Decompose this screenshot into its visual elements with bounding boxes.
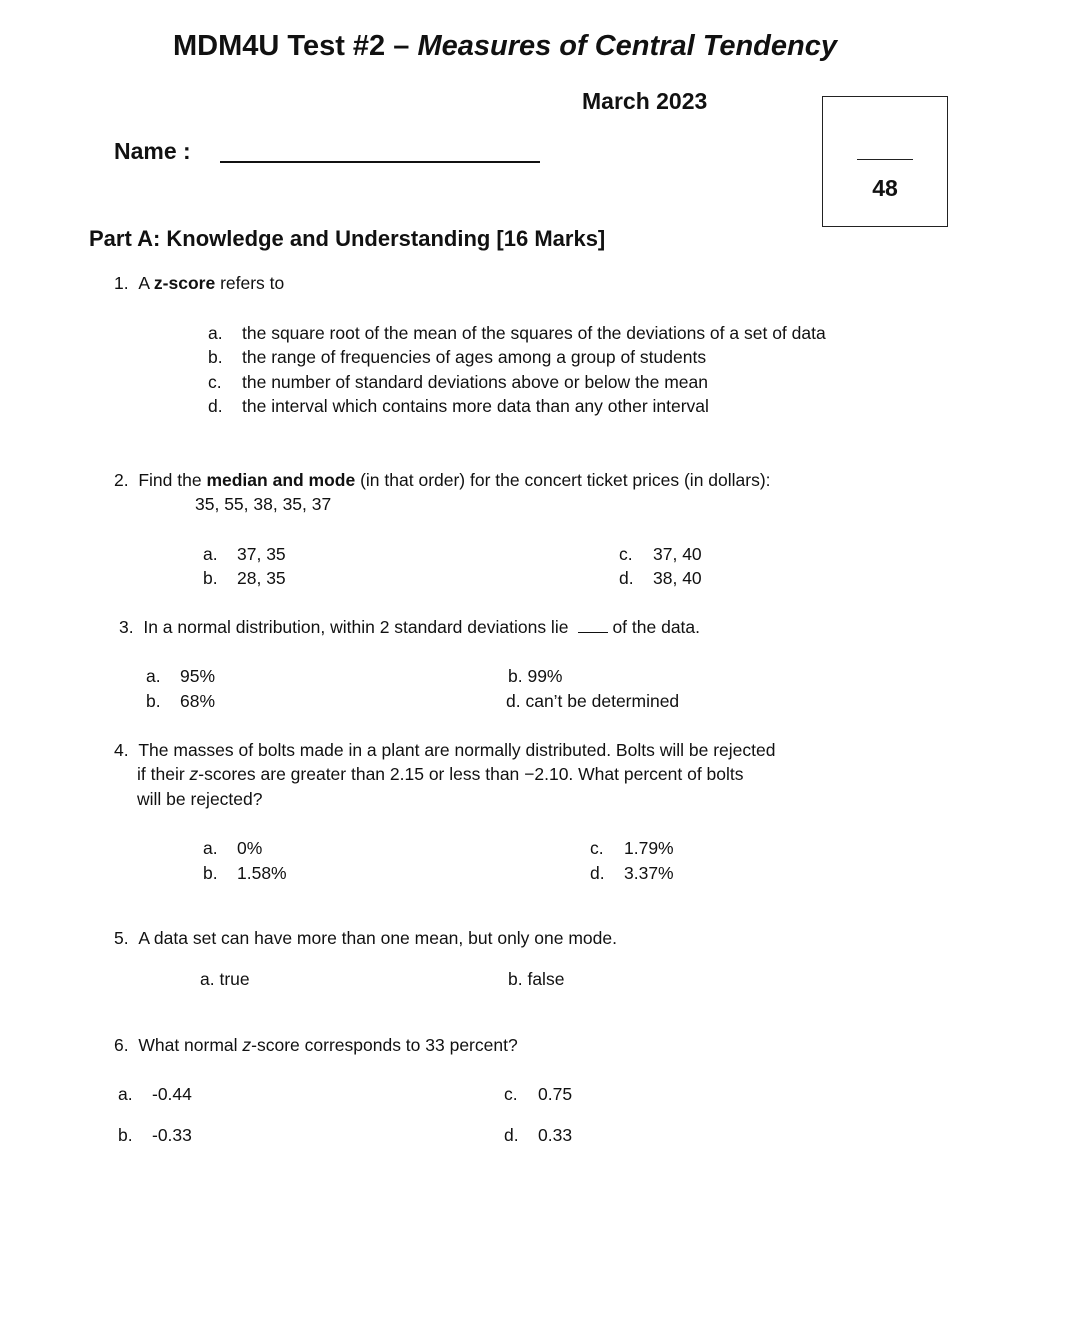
question-text: of the data. (612, 617, 701, 637)
option-text: 1.58% (237, 863, 287, 883)
option-text: 0.75 (538, 1084, 573, 1104)
title-italic: Measures of Central Tendency (417, 30, 837, 62)
question-text: (in that order) for the concert ticket prices (in dollars): (355, 470, 771, 490)
option-1d[interactable] (208, 396, 709, 417)
option-letter: a. (208, 323, 223, 343)
option-text: a. true (200, 969, 250, 989)
option-letter: b. (203, 568, 218, 588)
question-number: 2. (114, 470, 129, 490)
question-text: refers to (215, 273, 285, 293)
option-letter: b. (203, 863, 218, 883)
question-number: 3. (119, 617, 134, 637)
question-text: A data set can have more than one mean, but only one mode. (138, 928, 617, 948)
answer-blank (578, 632, 608, 633)
question-text: Find the (138, 470, 207, 490)
question-italic-term: z (242, 1035, 252, 1055)
option-text: 1.79% (624, 838, 674, 858)
question-2-data: 35, 55, 38, 35, 37 (195, 494, 332, 514)
option-text: 38, 40 (653, 568, 702, 588)
score-box (822, 96, 948, 227)
option-letter: d. (590, 863, 605, 883)
part-a-title: Part A: Knowledge and Understanding [16 Marks] (89, 226, 606, 251)
question-5 (114, 928, 617, 949)
option-text: the range of frequencies of ages among a group of students (242, 347, 707, 367)
question-6 (114, 1035, 518, 1056)
question-text: -scores are greater than 2.15 or less than −2.10. What percent of bolts (198, 764, 744, 784)
option-6c[interactable] (504, 1084, 572, 1105)
option-letter: a. (118, 1084, 133, 1104)
option-letter: d. (504, 1125, 519, 1145)
option-letter: c. (504, 1084, 518, 1104)
question-bold-term: z-score (153, 273, 216, 293)
name-label: Name : (114, 138, 191, 164)
question-3 (119, 617, 700, 638)
score-line[interactable] (857, 159, 913, 160)
score-total: 48 (872, 175, 898, 201)
question-text: if their (137, 764, 190, 784)
option-4c[interactable] (590, 838, 674, 859)
question-2 (114, 470, 771, 491)
option-3b[interactable] (146, 691, 215, 712)
option-text: -0.33 (152, 1125, 192, 1145)
option-6d[interactable] (504, 1125, 572, 1146)
question-4-line3: will be rejected? (137, 789, 263, 809)
question-bold-term: median and mode (206, 470, 356, 490)
option-letter: b. (208, 347, 223, 367)
option-1b[interactable] (208, 347, 706, 368)
question-4 (114, 740, 775, 761)
option-2a[interactable] (203, 544, 286, 565)
option-text: the number of standard deviations above or below the mean (242, 372, 708, 392)
option-text: the interval which contains more data than any other interval (242, 396, 709, 416)
option-3c[interactable] (508, 666, 562, 687)
option-letter: d. (208, 396, 223, 416)
question-number: 1. (114, 273, 129, 293)
question-text: The masses of bolts made in a plant are normally distributed. Bolts will be rejected (138, 740, 776, 760)
question-number: 6. (114, 1035, 129, 1055)
title-main: MDM4U Test #2 – (173, 30, 410, 62)
option-letter: a. (203, 838, 218, 858)
option-text: b. 99% (508, 666, 563, 686)
option-letter: b. (146, 691, 161, 711)
option-2d[interactable] (619, 568, 702, 589)
option-text: 3.37% (624, 863, 674, 883)
option-4a[interactable] (203, 838, 262, 859)
test-date: March 2023 (582, 88, 708, 114)
option-2b[interactable] (203, 568, 286, 589)
option-letter: c. (208, 372, 222, 392)
question-4-line2 (137, 764, 744, 785)
question-1 (114, 273, 284, 294)
option-1a[interactable] (208, 323, 826, 344)
option-text: 28, 35 (237, 568, 286, 588)
option-4b[interactable] (203, 863, 287, 884)
question-text: A (138, 273, 154, 293)
option-letter: c. (619, 544, 633, 564)
option-3a[interactable] (146, 666, 215, 687)
option-5a[interactable] (200, 969, 250, 990)
question-text: -score corresponds to 33 percent? (251, 1035, 518, 1055)
option-letter: a. (203, 544, 218, 564)
option-text: the square root of the mean of the squares of the deviations of a set of data (242, 323, 826, 343)
option-2c[interactable] (619, 544, 702, 565)
option-5b[interactable] (508, 969, 564, 990)
question-text: In a normal distribution, within 2 standard deviations lie (143, 617, 569, 637)
option-text: d. can’t be determined (506, 691, 680, 711)
option-letter: c. (590, 838, 604, 858)
test-title (0, 30, 1010, 63)
question-italic-term: z (189, 764, 199, 784)
option-1c[interactable] (208, 372, 708, 393)
name-field-line[interactable] (220, 161, 540, 163)
option-text: 37, 35 (237, 544, 286, 564)
option-6a[interactable] (118, 1084, 192, 1105)
option-6b[interactable] (118, 1125, 192, 1146)
question-number: 5. (114, 928, 129, 948)
question-number: 4. (114, 740, 129, 760)
option-text: 95% (180, 666, 216, 686)
option-text: 68% (180, 691, 216, 711)
option-4d[interactable] (590, 863, 674, 884)
option-text: 37, 40 (653, 544, 702, 564)
option-letter: d. (619, 568, 634, 588)
option-text: b. false (508, 969, 565, 989)
option-3d[interactable] (506, 691, 679, 712)
option-letter: b. (118, 1125, 133, 1145)
option-text: -0.44 (152, 1084, 192, 1104)
option-text: 0.33 (538, 1125, 573, 1145)
question-text: What normal (138, 1035, 243, 1055)
option-letter: a. (146, 666, 161, 686)
option-text: 0% (237, 838, 263, 858)
